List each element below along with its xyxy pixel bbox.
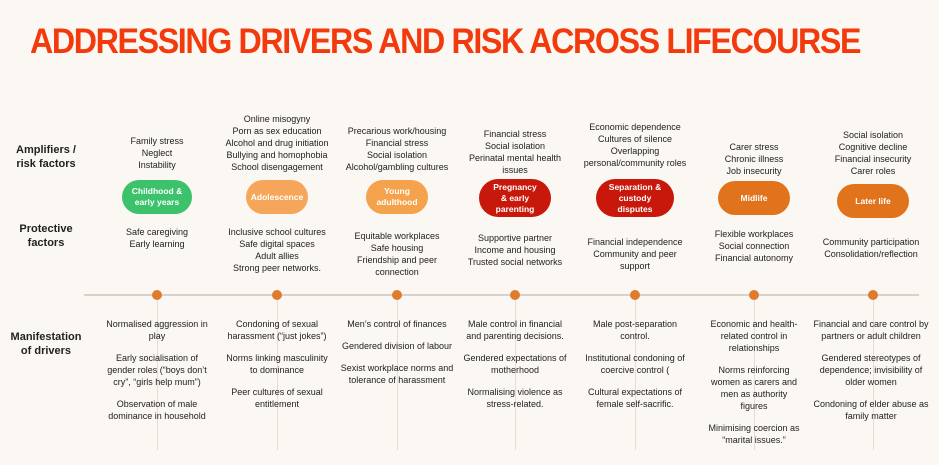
amplifier-item: Perinatal mental health issues xyxy=(468,153,562,175)
amplifier-item: Bullying and homophobia xyxy=(226,150,328,160)
timeline-dot xyxy=(868,290,878,300)
protective-item: Social connection xyxy=(718,241,790,251)
protective-item: Income and housing xyxy=(474,245,556,255)
protective-item: Flexible workplaces xyxy=(714,229,794,239)
manifestation-item: Norms linking masculinity to dominance xyxy=(226,353,328,375)
manifestation-item: Cultural expectations of female self-sacrific. xyxy=(587,387,683,409)
protective-item: Safe digital spaces xyxy=(239,239,315,249)
amplifier-item: Job insecurity xyxy=(726,166,782,176)
manifestation-list xyxy=(706,318,802,456)
protective-item: Financial independence xyxy=(587,237,683,247)
row-label-protective: Protective factors xyxy=(19,223,73,249)
amplifier-item: Overlapping xyxy=(610,146,660,156)
amplifiers-list xyxy=(331,125,463,173)
protective-list xyxy=(91,226,223,250)
protective-list xyxy=(688,228,820,264)
amplifier-item: Family stress xyxy=(130,136,184,146)
manifestation-item: Condoning of elder abuse as family matter xyxy=(813,399,929,421)
manifestation-item: Sexist workplace norms and tolerance of harassment xyxy=(340,363,454,385)
manifestation-list xyxy=(225,318,329,420)
manifestation-item: Gendered division of labour xyxy=(341,341,453,351)
manifestation-item: Peer cultures of sexual entitlement xyxy=(231,387,323,409)
protective-item: Equitable workplaces xyxy=(354,231,440,241)
manifestation-item: Condoning of sexual harassment (“just jokes”) xyxy=(227,319,327,341)
amplifier-item: Social isolation xyxy=(366,150,428,160)
amplifier-item: Economic dependence xyxy=(589,122,681,132)
manifestation-item: Economic and health-related control in relationships xyxy=(710,319,798,353)
timeline-dot xyxy=(630,290,640,300)
protective-item: Community and peer support xyxy=(593,249,677,271)
amplifier-item: Cultures of silence xyxy=(597,134,673,144)
stage-badge-midlife: Midlife xyxy=(718,181,790,215)
manifestation-list xyxy=(812,318,930,432)
protective-list xyxy=(347,230,447,278)
amplifier-item: Carer roles xyxy=(850,166,896,176)
protective-item: Strong peer networks. xyxy=(232,263,322,273)
stage-badge-adolescence: Adolescence xyxy=(246,180,308,214)
manifestation-list xyxy=(340,318,454,396)
amplifier-item: Chronic illness xyxy=(724,154,784,164)
manifestation-item: Gendered stereotypes of dependence; invisibility of older women xyxy=(819,353,923,387)
manifestation-item: Financial and care control by partners or adult children xyxy=(813,319,929,341)
protective-item: Supportive partner xyxy=(477,233,553,243)
protective-item: Adult allies xyxy=(255,251,299,261)
manifestation-item: Normalised aggression in play xyxy=(106,319,208,341)
amplifier-item: School disengagement xyxy=(231,162,323,172)
stage-badge-pregnancy: Pregnancy & early parenting xyxy=(479,179,551,217)
amplifier-item: Alcohol and drug initiation xyxy=(225,138,329,148)
manifestation-item: Male control in financial and parenting decisions. xyxy=(466,319,564,341)
manifestation-item: Normalising violence as stress-related. xyxy=(467,387,563,409)
amplifier-item: Financial stress xyxy=(365,138,429,148)
timeline-dot xyxy=(392,290,402,300)
manifestation-item: Men’s control of finances xyxy=(347,319,447,329)
manifestation-list xyxy=(583,318,687,420)
manifestation-item: Gendered expectations of motherhood xyxy=(463,353,567,375)
timeline-dot xyxy=(272,290,282,300)
amplifier-item: Online misogyny xyxy=(243,114,311,124)
manifestation-item: Early socialisation of gender roles (“boys don’t cry”, “girls help mum”) xyxy=(107,353,207,387)
amplifier-item: Instability xyxy=(138,160,176,170)
protective-list xyxy=(807,236,935,260)
amplifier-item: Alcohol/gambling cultures xyxy=(345,162,449,172)
timeline-dot xyxy=(152,290,162,300)
amplifier-item: Carer stress xyxy=(729,142,779,152)
manifestation-item: Observation of male dominance in household xyxy=(108,399,206,421)
manifestation-item: Male post-separation control. xyxy=(592,319,678,341)
protective-list xyxy=(585,236,685,272)
amplifiers-list xyxy=(211,113,343,173)
amplifier-item: Porn as sex education xyxy=(232,126,322,136)
protective-item: Safe housing xyxy=(370,243,424,253)
amplifier-item: Financial insecurity xyxy=(834,154,912,164)
amplifier-item: Financial stress xyxy=(483,129,547,139)
protective-item: Financial autonomy xyxy=(714,253,794,263)
amplifiers-list xyxy=(688,141,820,177)
timeline-dot xyxy=(749,290,759,300)
protective-item: Inclusive school cultures xyxy=(228,227,326,237)
amplifier-item: Precarious work/housing xyxy=(347,126,447,136)
stage-badge-separation: Separation & custody disputes xyxy=(596,179,674,217)
amplifiers-list xyxy=(91,135,223,171)
row-label-amplifiers: Amplifiers / risk factors xyxy=(16,144,76,170)
protective-list xyxy=(211,226,343,274)
amplifier-item: Neglect xyxy=(141,148,173,158)
protective-item: Safe caregiving xyxy=(125,227,189,237)
stage-badge-later-life: Later life xyxy=(837,184,909,218)
amplifier-item: Cognitive decline xyxy=(838,142,908,152)
manifestation-list xyxy=(463,318,567,420)
stage-badge-young-adulthood: Young adulthood xyxy=(366,180,428,214)
amplifier-item: Social isolation xyxy=(484,141,546,151)
manifestation-item: Minimising coercion as “marital issues.” xyxy=(708,423,800,445)
protective-list xyxy=(449,232,581,268)
amplifiers-list xyxy=(463,128,567,176)
timeline-dot xyxy=(510,290,520,300)
row-label-manifestation: Manifestation of drivers xyxy=(10,331,82,357)
amplifiers-list xyxy=(807,129,939,177)
stage-badge-childhood: Childhood & early years xyxy=(122,180,192,214)
timeline-axis xyxy=(84,294,919,296)
manifestation-item: Institutional condoning of coercive control ( xyxy=(585,353,685,375)
protective-item: Early learning xyxy=(129,239,185,249)
protective-item: Trusted social networks xyxy=(467,257,563,267)
protective-item: Consolidation/reflection xyxy=(824,249,918,259)
page-title: ADDRESSING DRIVERS AND RISK ACROSS LIFECOURSE xyxy=(30,22,861,61)
amplifiers-list xyxy=(569,121,701,169)
protective-item: Friendship and peer connection xyxy=(356,255,438,277)
protective-item: Community participation xyxy=(822,237,920,247)
amplifier-item: Social isolation xyxy=(842,130,904,140)
manifestation-item: Norms reinforcing women as carers and men as authority figures xyxy=(710,365,798,411)
manifestation-list xyxy=(103,318,211,432)
amplifier-item: personal/community roles xyxy=(583,158,687,168)
